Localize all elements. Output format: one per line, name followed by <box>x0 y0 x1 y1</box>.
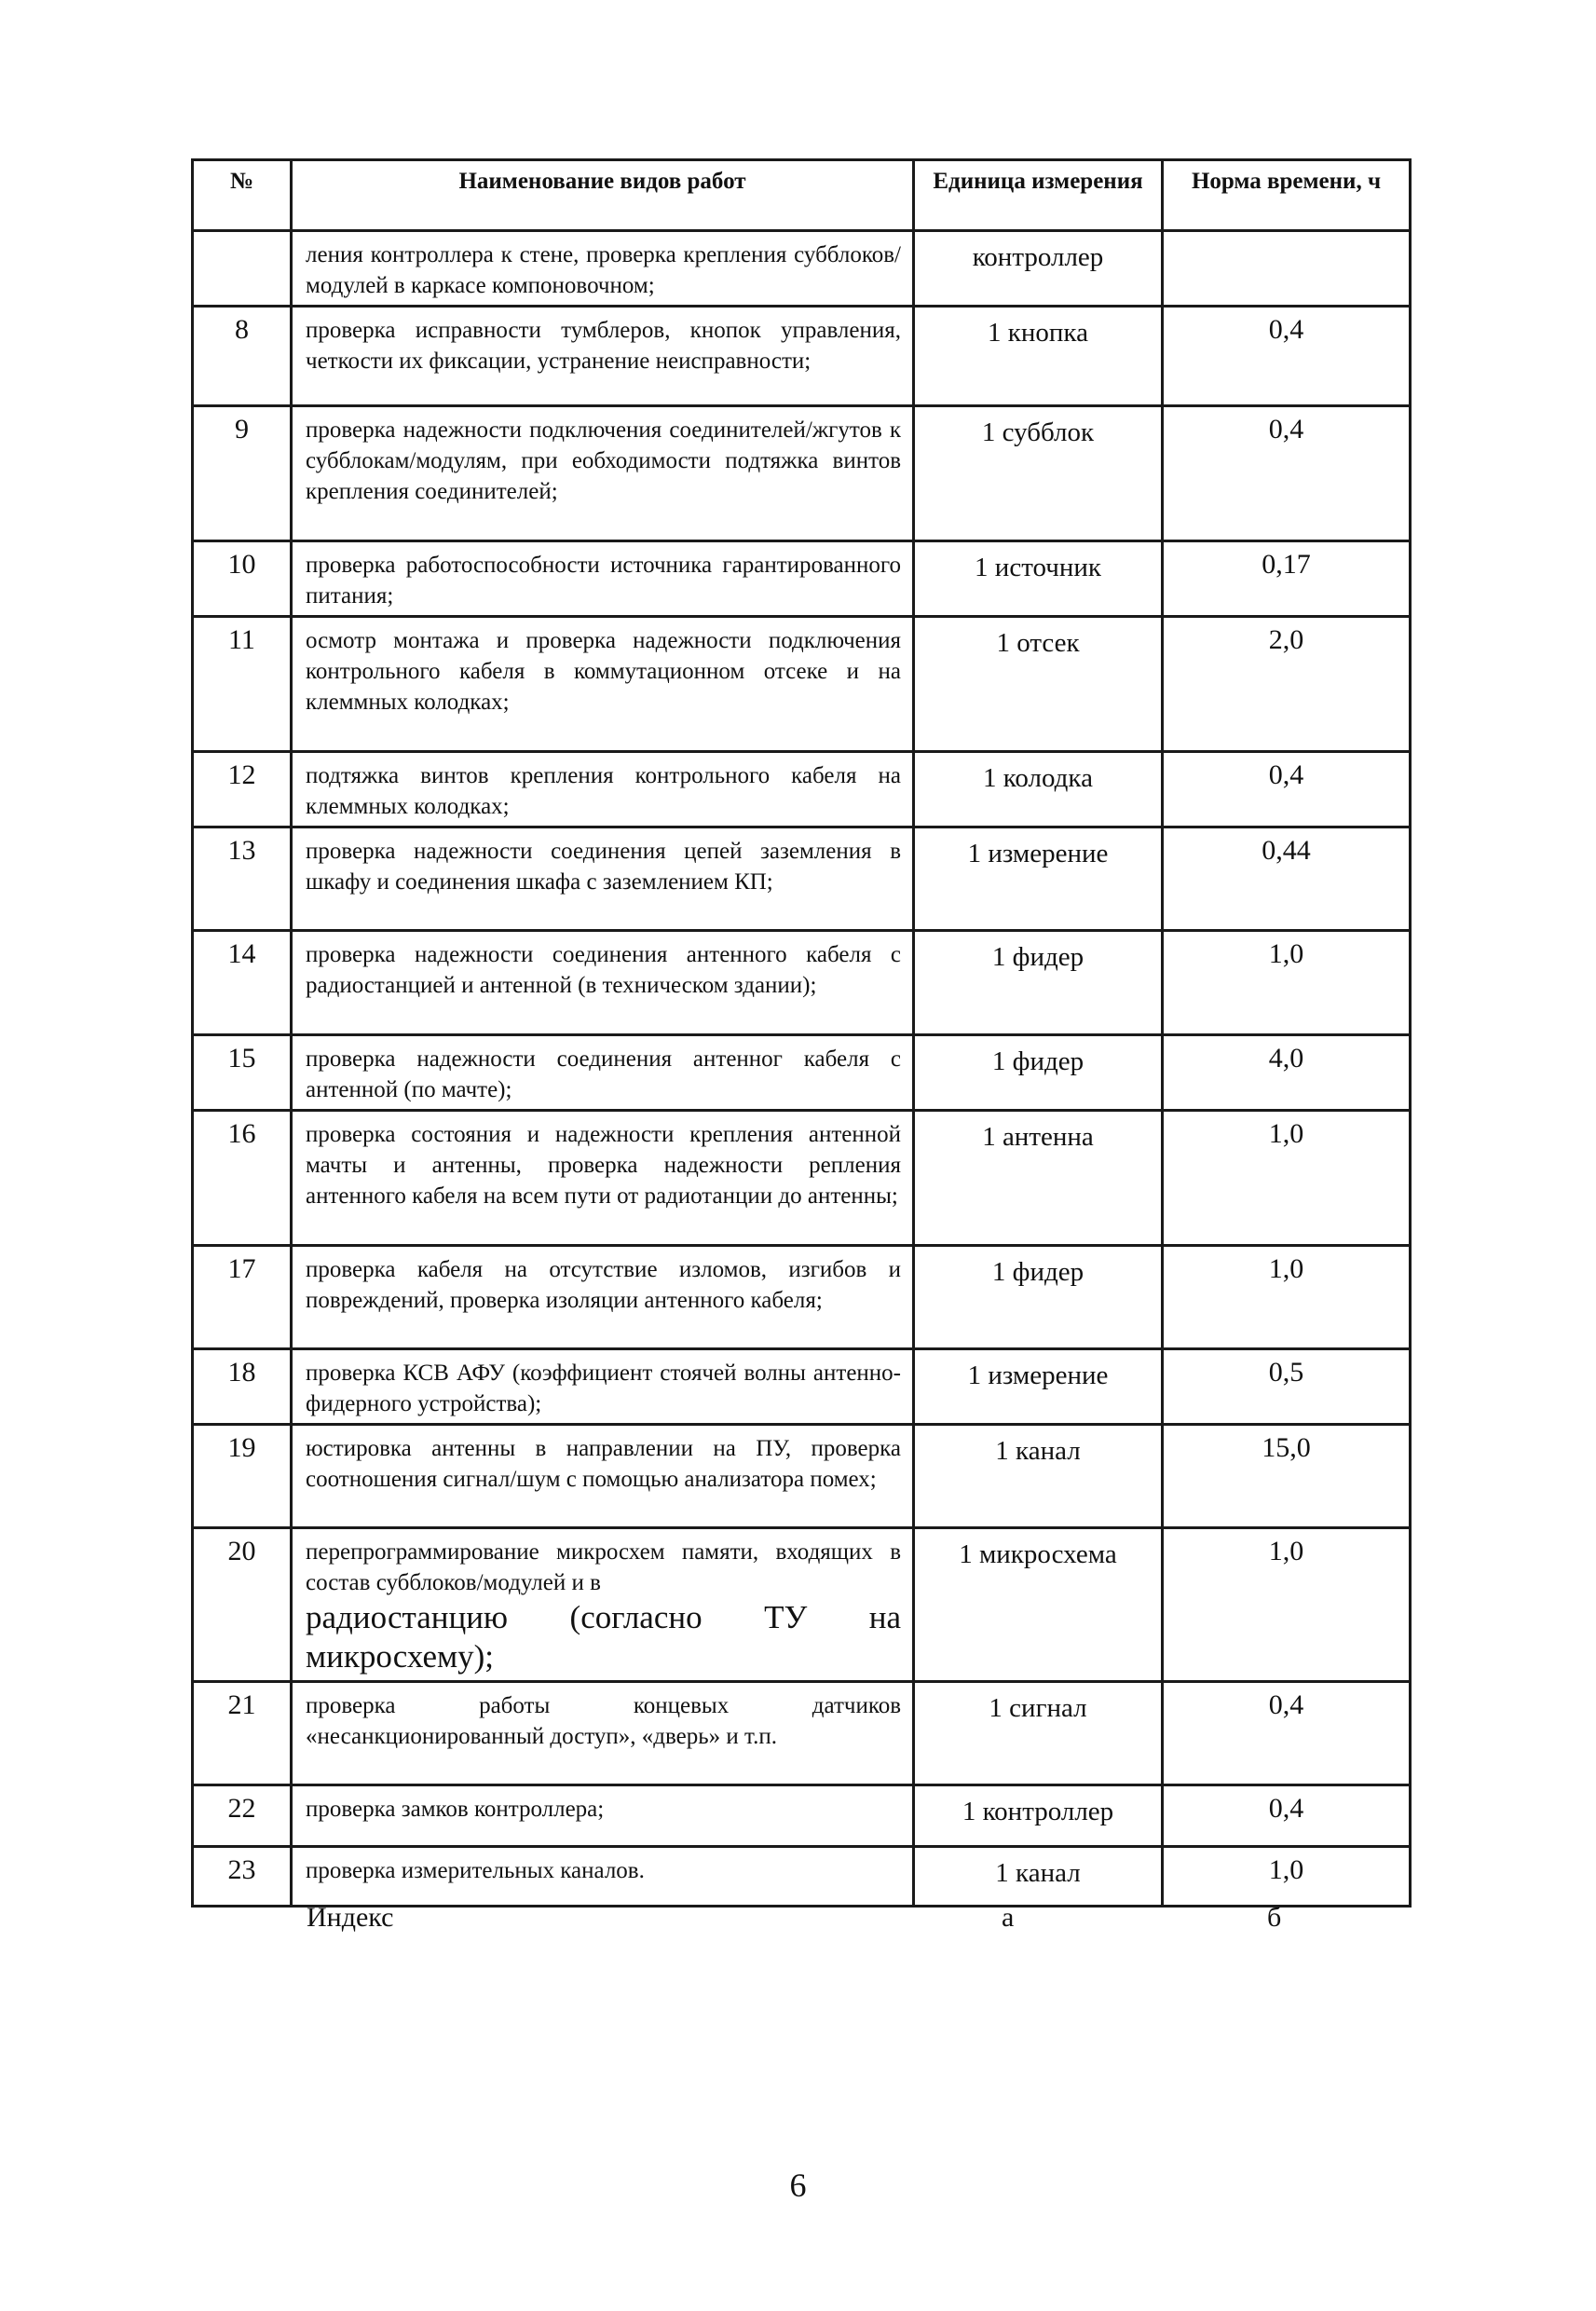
row-work-name: проверка надежности соединения антенного кабеля с радиостанцией и антенной (в техническом здании); <box>292 931 914 1035</box>
row-work-name-part1: перепрограммирование микросхем памяти, входящих в состав субблоков/модулей и в <box>306 1539 901 1595</box>
row-number: 9 <box>193 406 292 541</box>
row-work-name: проверка кабеля на отсутствие изломов, изгибов и повреждений, проверка изоляции антенного кабеля; <box>292 1246 914 1349</box>
table-row <box>193 541 1411 617</box>
row-time-norm: 1,0 <box>1163 1246 1411 1349</box>
row-unit: 1 источник <box>914 541 1163 617</box>
row-time-norm: 1,0 <box>1163 1528 1411 1682</box>
row-number: 14 <box>193 931 292 1035</box>
table-row <box>193 1246 1411 1349</box>
row-number: 18 <box>193 1349 292 1425</box>
index-row <box>191 1901 1409 1942</box>
row-work-name: юстировка антенны в направлении на ПУ, проверка соотношения сигнал/шум с помощью анализатора помех; <box>292 1425 914 1528</box>
row-time-norm <box>1163 231 1411 307</box>
row-time-norm: 0,4 <box>1163 752 1411 827</box>
row-time-norm: 0,4 <box>1163 1682 1411 1785</box>
row-time-norm: 4,0 <box>1163 1035 1411 1111</box>
row-work-name: проверка исправности тумблеров, кнопок управления, четкости их фиксации, устранение неисправности; <box>292 307 914 406</box>
header-time-norm: Норма времени, ч <box>1163 160 1411 231</box>
table-row <box>193 1785 1411 1847</box>
table-row <box>193 827 1411 931</box>
row-unit: 1 канал <box>914 1847 1163 1907</box>
row-unit: 1 канал <box>914 1425 1163 1528</box>
row-number: 17 <box>193 1246 292 1349</box>
row-unit: 1 отсек <box>914 617 1163 752</box>
table-row <box>193 307 1411 406</box>
row-number: 23 <box>193 1847 292 1907</box>
row-number: 15 <box>193 1035 292 1111</box>
row-work-name: проверка надежности соединения антенног кабеля с антенной (по мачте); <box>292 1035 914 1111</box>
table-row <box>193 406 1411 541</box>
table-row <box>193 1682 1411 1785</box>
row-number: 8 <box>193 307 292 406</box>
row-work-name: проверка работы концевых датчиков «несанкционированный доступ», «дверь» и т.п. <box>292 1682 914 1785</box>
table-row <box>193 1111 1411 1246</box>
row-number: 19 <box>193 1425 292 1528</box>
row-unit: 1 антенна <box>914 1111 1163 1246</box>
row-work-name: ления контроллера к стене, проверка крепления субблоков/модулей в каркасе компоновочном; <box>292 231 914 307</box>
norms-table <box>191 158 1412 1908</box>
row-work-name: проверка надежности соединения цепей заземления в шкафу и соединения шкафа с заземлением КП; <box>292 827 914 931</box>
row-work-name: проверка состояния и надежности крепления антенной мачты и антенны, проверка надежности репления антенного кабеля на всем пути от радиотанции до антенны; <box>292 1111 914 1246</box>
row-work-name: подтяжка винтов крепления контрольного кабеля на клеммных колодках; <box>292 752 914 827</box>
row-unit: 1 фидер <box>914 1035 1163 1111</box>
index-label: Индекс <box>307 1902 394 1933</box>
row-work-name: проверка измерительных каналов. <box>292 1847 914 1907</box>
row-work-name-part2: радиостанцию (согласно ТУ на микросхему); <box>306 1599 901 1675</box>
table-row <box>193 1035 1411 1111</box>
row-time-norm: 0,4 <box>1163 1785 1411 1847</box>
row-time-norm: 0,4 <box>1163 307 1411 406</box>
row-time-norm: 1,0 <box>1163 931 1411 1035</box>
row-time-norm: 2,0 <box>1163 617 1411 752</box>
row-work-name: проверка замков контроллера; <box>292 1785 914 1847</box>
row-unit: 1 измерение <box>914 1349 1163 1425</box>
row-work-name: осмотр монтажа и проверка надежности подключения контрольного кабеля в коммутационном отсеке и на клеммных колодках; <box>292 617 914 752</box>
table-row <box>193 1349 1411 1425</box>
row-work-name: проверка работоспособности источника гарантированного питания; <box>292 541 914 617</box>
row-time-norm: 0,5 <box>1163 1349 1411 1425</box>
row-number <box>193 231 292 307</box>
row-time-norm: 0,44 <box>1163 827 1411 931</box>
row-number: 22 <box>193 1785 292 1847</box>
row-unit: 1 фидер <box>914 1246 1163 1349</box>
row-time-norm: 1,0 <box>1163 1111 1411 1246</box>
table-row <box>193 617 1411 752</box>
table-row <box>193 1425 1411 1528</box>
row-unit: 1 фидер <box>914 931 1163 1035</box>
row-unit: 1 субблок <box>914 406 1163 541</box>
row-number: 13 <box>193 827 292 931</box>
table-row <box>193 1847 1411 1907</box>
row-number: 12 <box>193 752 292 827</box>
table-row <box>193 752 1411 827</box>
row-unit: 1 измерение <box>914 827 1163 931</box>
row-time-norm: 15,0 <box>1163 1425 1411 1528</box>
row-unit: 1 микросхема <box>914 1528 1163 1682</box>
row-unit: 1 кнопка <box>914 307 1163 406</box>
row-work-name: проверка надежности подключения соединителей/жгутов к субблокам/модулям, при еобходимости подтяжка винтов крепления соединителей; <box>292 406 914 541</box>
header-number: № <box>193 160 292 231</box>
row-unit: 1 контроллер <box>914 1785 1163 1847</box>
row-number: 20 <box>193 1528 292 1682</box>
row-unit: 1 колодка <box>914 752 1163 827</box>
index-column-a: а <box>1002 1902 1015 1933</box>
table-row <box>193 231 1411 307</box>
row-work-name <box>292 1528 914 1682</box>
row-time-norm: 1,0 <box>1163 1847 1411 1907</box>
row-number: 11 <box>193 617 292 752</box>
header-work-name: Наименование видов работ <box>292 160 914 231</box>
row-time-norm: 0,17 <box>1163 541 1411 617</box>
table-header-row <box>193 160 1411 231</box>
page-number: 6 <box>789 2167 807 2204</box>
table-row <box>193 931 1411 1035</box>
header-unit: Единица измерения <box>914 160 1163 231</box>
row-number: 16 <box>193 1111 292 1246</box>
row-unit: 1 сигнал <box>914 1682 1163 1785</box>
index-column-b: б <box>1267 1902 1282 1933</box>
row-unit: контроллер <box>914 231 1163 307</box>
row-time-norm: 0,4 <box>1163 406 1411 541</box>
table-row <box>193 1528 1411 1682</box>
row-work-name: проверка КСВ АФУ (коэффициент стоячей волны антенно-фидерного устройства); <box>292 1349 914 1425</box>
row-number: 10 <box>193 541 292 617</box>
row-number: 21 <box>193 1682 292 1785</box>
